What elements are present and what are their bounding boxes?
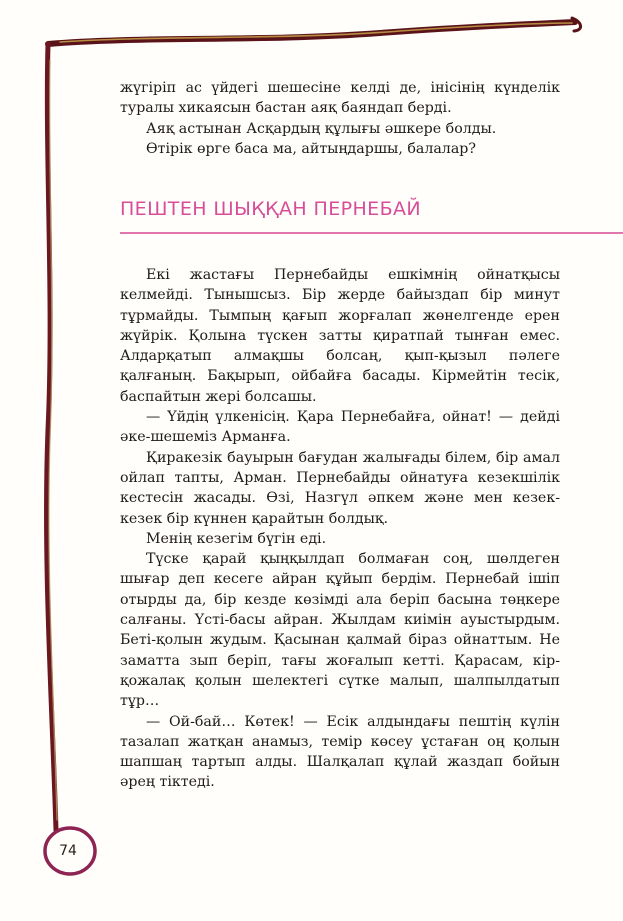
text-paragraph: Түске қарай қыңқылдап болмаған соң, шөлдеген шығар деп кесеге айран құйып бердім. Пернебай ішіп отырды да, бір кезде көзімді ала беріп басына төңкере салғаны. Үсті-басы айран. Жылдам киімін ауыстырдым. Беті-қолын жудым. Қасынан қалмай біраз ойнаттым. Не заматта зып беріп, тағы жоғалып кетті. Қарасам, кір-қожалақ қолын шелектегі сүтке малып, шалпылдатып тұр… [120,551,560,710]
text-paragraph: — Үйдің үлкенісің. Қара Пернебайға, ойнат! — дейді әке-шешеміз Арманға. [120,409,560,446]
text-paragraph: Қиракезік бауырын бағудан жалығады білем, бір амал ойлап тапты, Арман. Пернебайды ойнатуға кезекшілік кестесін жасады. Өзі, Назгүл әпкем және мен кезек-кезек бір күннен қарайтын болдық. [120,449,560,527]
text-paragraph: Екі жастағы Пернебайды ешкімнің ойнатқысы келмейді. Тынышсыз. Бір жерде байыздап бір минут тұрмайды. Тымпың қағып жорғалап жөнелгенде ерен жүйрік. Қолына түскен затты қиратпай тынған емес. Алдарқатып алмақшы болсаң, қып-қызыл пәлеге қалғаның. Бақырып, ойбайға басады. Кірмейтін тесік, баспайтын жері болсашы. [120,267,560,405]
frame-left-stroke [47,44,56,830]
text-paragraph: — Ой-бай… Көтек! — Есік алдындағы пештің күлін тазалап жатқан анамыз, темір көсеу ұстаған оң қолын шапшаң тартып алды. Шалқалап құлай жаздап бойын әрең тіктеді. [120,713,560,791]
page-number: 74 [59,843,77,859]
text-paragraph: Өтірік өрге баса ма, айтыңдаршы, балалар? [146,140,476,157]
text-paragraph: Аяқ астынан Асқардың құлығы әшкере болды. [146,120,497,137]
text-paragraph: Менің кезегім бүгін еді. [146,530,327,547]
story-body [120,265,560,793]
text-paragraph: жүгіріп ас үйдегі шешесіне келді де, інісінің күнделік туралы хикаясын бастан аяқ баяндап берді. [120,80,560,117]
previous-story-ending [120,78,560,159]
section-title: ПЕШТЕН ШЫҚҚАН ПЕРНЕБАЙ [120,198,422,220]
section-title-underline [120,232,623,234]
